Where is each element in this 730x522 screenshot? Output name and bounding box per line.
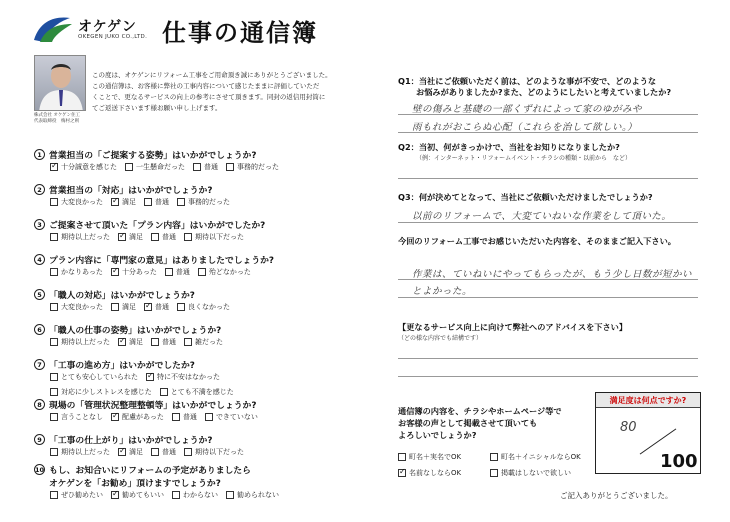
options-row: [50, 387, 386, 397]
question-number: 3: [34, 219, 45, 230]
option-item[interactable]: [111, 490, 164, 500]
options-row: [50, 490, 386, 500]
answer-line: [398, 297, 698, 298]
question-title: [34, 253, 386, 266]
question-text-line2: オケゲンを「お勧め」頂けますでしょうか?: [49, 479, 221, 489]
question-title: [34, 358, 386, 371]
intro-line: てご返送下さいます様お願い申し上げます。: [92, 104, 222, 112]
option-label: 普通: [175, 268, 190, 276]
checkbox-icon[interactable]: [50, 373, 58, 381]
option-item[interactable]: [118, 337, 143, 347]
checkbox-icon[interactable]: [490, 453, 498, 461]
answer-line: [398, 114, 698, 115]
option-item[interactable]: [172, 412, 197, 422]
advice-section: [398, 322, 708, 344]
option-item[interactable]: [184, 447, 244, 457]
score-value: 80: [620, 420, 637, 435]
option-item[interactable]: [50, 337, 110, 347]
q2-line1: Q2：当初、何がきっかけで、当社をお知りになりましたか?: [398, 142, 620, 152]
option-item[interactable]: [205, 412, 258, 422]
caption-company: 株式会社 オケゲン住工: [34, 113, 81, 118]
option-label: 勧めてもいい: [122, 491, 164, 499]
option-item[interactable]: [50, 302, 103, 312]
checkbox-icon[interactable]: [160, 388, 168, 396]
q1-answer-line2: 雨もれがおこらぬ心配（これらを治して欲しい。）: [412, 122, 638, 133]
question-text: もし、お知合いにリフォームの予定がありましたら: [49, 466, 251, 476]
checkbox-icon[interactable]: [184, 448, 192, 456]
option-item[interactable]: [50, 232, 110, 242]
checkbox-icon[interactable]: [226, 163, 234, 171]
question-text: プラン内容に「専門家の意見」はありましたでしょうか?: [49, 256, 275, 266]
q3-question: [398, 192, 708, 203]
q1-line2: お悩みがありましたか?また、どのようにしたいと考えていましたか?: [416, 87, 672, 97]
answer-line: [398, 279, 698, 280]
option-item[interactable]: [151, 447, 176, 457]
option-item[interactable]: [111, 267, 157, 277]
option-label: ぜひ勧めたい: [61, 491, 103, 499]
options-row: [50, 162, 386, 172]
option-label: 普通: [182, 413, 197, 421]
checked-checkbox-icon[interactable]: [111, 413, 119, 421]
option-item[interactable]: [226, 162, 279, 172]
brand-name: オケゲン: [78, 19, 137, 35]
question-7b: [34, 386, 386, 397]
question-5: [34, 288, 386, 312]
consent-option[interactable]: [398, 452, 461, 462]
okegen-logo-icon: [30, 14, 74, 44]
option-label: 満足: [129, 448, 143, 456]
option-label: 普通: [155, 303, 169, 311]
options-row: [50, 447, 386, 457]
question-10: [34, 463, 386, 500]
intro-line: この度は、オケゲンにリフォーム工事をご用命頂き誠にありがとうございました。: [92, 71, 332, 79]
checkbox-icon[interactable]: [165, 268, 173, 276]
checked-checkbox-icon[interactable]: [50, 163, 58, 171]
question-8: [34, 398, 386, 422]
options-row: [50, 337, 386, 347]
option-label: 期待以下だった: [195, 448, 244, 456]
question-7: [34, 358, 386, 382]
consent-option[interactable]: [398, 468, 461, 478]
question-title: [34, 218, 386, 231]
checkbox-icon[interactable]: [193, 163, 201, 171]
consent-option-label: 町名＋イニシャルならOK: [501, 453, 581, 461]
option-item[interactable]: [177, 197, 230, 207]
option-item[interactable]: [50, 387, 152, 397]
checkbox-icon[interactable]: [50, 233, 58, 241]
question-text: 「職人の対応」はいかがでしょうか?: [49, 291, 195, 301]
consent-line1: 通信簿の内容を、チラシやホームページ等で: [398, 406, 562, 416]
advice-title: 【更なるサービス向上に向けて弊社へのアドバイスを下さい】: [398, 322, 628, 332]
option-label: 期待以上だった: [61, 233, 110, 241]
option-item[interactable]: [118, 447, 143, 457]
option-label: 満足: [122, 303, 136, 311]
page-title: 仕事の通信簿: [162, 19, 318, 47]
option-item[interactable]: [125, 162, 185, 172]
options-row: [50, 267, 386, 277]
question-9: [34, 433, 386, 457]
option-label: 良くなかった: [188, 303, 230, 311]
checkbox-icon[interactable]: [50, 388, 58, 396]
caption-person: 代表取締役 梅村之則: [34, 119, 79, 124]
question-text: 営業担当の「対応」はいかがでしょうか?: [49, 186, 213, 196]
checkbox-icon[interactable]: [50, 413, 58, 421]
q2-question: [398, 142, 708, 164]
checkbox-icon[interactable]: [125, 163, 133, 171]
checkbox-icon[interactable]: [205, 413, 213, 421]
option-item[interactable]: [50, 412, 103, 422]
option-item[interactable]: [111, 302, 136, 312]
option-item[interactable]: [118, 232, 143, 242]
question-text: 営業担当の「ご提案する姿勢」はいかがでしょうか?: [49, 151, 257, 161]
consent-option-label: 名前なしならOK: [409, 469, 462, 477]
option-item[interactable]: [151, 232, 176, 242]
checkbox-icon[interactable]: [490, 469, 498, 477]
checkbox-icon[interactable]: [198, 268, 206, 276]
option-label: 普通: [155, 198, 169, 206]
checkbox-icon[interactable]: [144, 198, 152, 206]
option-label: とても不満を感じた: [170, 388, 234, 396]
option-label: 期待以上だった: [61, 338, 110, 346]
checkbox-icon[interactable]: [50, 448, 58, 456]
options-row: [50, 232, 386, 242]
checkbox-icon[interactable]: [172, 413, 180, 421]
checkbox-icon[interactable]: [50, 338, 58, 346]
question-number: 9: [34, 434, 45, 445]
option-label: 事務的だった: [188, 198, 230, 206]
checkbox-icon[interactable]: [50, 198, 58, 206]
intro-line: くことで、更なるサービスの向上の参考にさせて頂きます。同封の返信用封筒に: [92, 93, 326, 101]
option-label: 大変良かった: [61, 198, 103, 206]
checked-checkbox-icon[interactable]: [111, 491, 119, 499]
checked-checkbox-icon[interactable]: [118, 338, 126, 346]
q3-answer: 以前のリフォームで、大変ていねいな作業をして頂いた。: [412, 211, 672, 222]
question-title: [34, 433, 386, 446]
options-row: [50, 197, 386, 207]
checkbox-icon[interactable]: [50, 268, 58, 276]
q4-question: [398, 236, 708, 247]
option-item[interactable]: [144, 197, 169, 207]
checked-checkbox-icon[interactable]: [118, 233, 126, 241]
q2-line2: （例：インターネット・リフォームイベント・チラシの種類・以前から など）: [416, 155, 632, 162]
question-title: [34, 398, 386, 411]
checkbox-icon[interactable]: [111, 303, 119, 311]
q4-answer-line1: 作業は、ていねいにやってもらったが、もう少し日数が短かい: [412, 269, 693, 280]
consent-line2: お客様の声として掲載させて頂いても: [398, 418, 538, 428]
checkbox-icon[interactable]: [151, 233, 159, 241]
answer-line: [398, 222, 698, 223]
checkbox-icon[interactable]: [184, 338, 192, 346]
score-label: 満足度は何点ですか?: [596, 393, 700, 408]
option-item[interactable]: [50, 267, 103, 277]
consent-option[interactable]: [490, 468, 571, 478]
option-label: 大変良かった: [61, 303, 103, 311]
option-label: 特に不安はなかった: [157, 373, 220, 381]
checkbox-icon[interactable]: [184, 233, 192, 241]
option-item[interactable]: [172, 490, 218, 500]
question-title: [34, 148, 386, 161]
checkbox-icon[interactable]: [50, 303, 58, 311]
question-title: [34, 463, 386, 476]
checkbox-icon[interactable]: [172, 491, 180, 499]
option-label: わからない: [183, 491, 218, 499]
checked-checkbox-icon[interactable]: [118, 448, 126, 456]
option-label: 十分あった: [121, 268, 157, 276]
checkbox-icon[interactable]: [226, 491, 234, 499]
brand-subtitle: OKEGEN JUKO CO.,LTD.: [78, 34, 148, 40]
question-number: 10: [34, 465, 45, 474]
q1-question: [398, 76, 708, 98]
q4-line: 今回のリフォーム工事でお感じいただいた内容を、そのままご記入下さい。: [398, 236, 676, 246]
option-label: 事務的だった: [237, 163, 279, 171]
question-title: [34, 323, 386, 336]
checked-checkbox-icon[interactable]: [146, 373, 154, 381]
option-label: 満足: [122, 198, 136, 206]
checkbox-icon[interactable]: [177, 198, 185, 206]
option-label: 普通: [162, 338, 176, 346]
thanks-text: ご記入ありがとうございました。: [560, 491, 673, 500]
question-text: 現場の「管理状況整理整頓等」はいかがでしょうか?: [49, 401, 257, 411]
option-label: 対応に少しストレスを感じた: [61, 388, 152, 396]
intro-line: この通信簿は、お客様に弊社の工事内容について感じたままに評価していただ: [92, 82, 320, 90]
question-title: [34, 183, 386, 196]
checked-checkbox-icon[interactable]: [111, 198, 119, 206]
question-number: 5: [34, 289, 45, 300]
checked-checkbox-icon[interactable]: [398, 469, 406, 477]
q4-answer-line2: とよかった。: [412, 286, 473, 297]
advice-subtitle: （どの様な内容でも結構です）: [398, 335, 483, 342]
answer-line: [398, 178, 698, 179]
checkbox-icon[interactable]: [151, 338, 159, 346]
option-item[interactable]: [111, 412, 164, 422]
options-row: [50, 302, 386, 312]
score-max: 100: [660, 451, 698, 472]
question-number: 4: [34, 254, 45, 265]
option-item[interactable]: [226, 490, 279, 500]
option-label: 普通: [204, 163, 218, 171]
question-text: 「職人の仕事の姿勢」はいかがでしょうか?: [49, 326, 222, 336]
option-label: 殆どなかった: [208, 268, 251, 276]
checkbox-icon[interactable]: [50, 491, 58, 499]
option-item[interactable]: [50, 447, 110, 457]
question-number: 1: [34, 149, 45, 160]
checkbox-icon[interactable]: [398, 453, 406, 461]
question-text: ご提案させて頂いた「プラン内容」はいかがでしたか?: [49, 221, 266, 231]
option-item[interactable]: [184, 337, 223, 347]
option-item[interactable]: [50, 490, 103, 500]
q3-line1: Q3：何が決めてとなって、当社にご依頼いただけましたでしょうか?: [398, 192, 653, 202]
option-item[interactable]: [50, 197, 103, 207]
option-label: 一生懸命だった: [136, 163, 185, 171]
consent-option-label: 町名＋実名でOK: [409, 453, 462, 461]
option-label: 普通: [162, 448, 176, 456]
option-item[interactable]: [151, 337, 176, 347]
answer-line: [398, 376, 698, 377]
checked-checkbox-icon[interactable]: [144, 303, 152, 311]
answer-line: [398, 358, 698, 359]
options-row: [50, 372, 386, 382]
option-item[interactable]: [146, 372, 220, 382]
question-number: 2: [34, 184, 45, 195]
question-1: [34, 148, 386, 172]
question-3: [34, 218, 386, 242]
q1-line1: Q1：当社にご依頼いただく前は、どのような事が不安で、どのような: [398, 76, 657, 86]
option-label: できていない: [215, 413, 258, 421]
question-text: 「工事の進め方」はいかがでしたか?: [49, 361, 195, 371]
option-item[interactable]: [165, 267, 190, 277]
question-number: 7: [34, 359, 45, 370]
option-item[interactable]: [50, 162, 117, 172]
option-label: 雑だった: [195, 338, 223, 346]
option-item[interactable]: [193, 162, 218, 172]
question-title: [34, 288, 386, 301]
intro-text: [92, 70, 387, 114]
option-label: 言うことなし: [61, 413, 103, 421]
option-label: 期待以上だった: [61, 448, 110, 456]
option-label: 期待以下だった: [195, 233, 244, 241]
question-4: [34, 253, 386, 277]
score-box: [595, 392, 701, 474]
consent-option-label: 掲載はしないで欲しい: [501, 469, 571, 477]
option-item[interactable]: [198, 267, 251, 277]
option-label: 十分誠意を感じた: [61, 163, 117, 171]
answer-line: [398, 132, 698, 133]
q1-answer-line1: 壁の傷みと基礎の一部くずれによって家のゆがみや: [412, 104, 643, 115]
question-number: 8: [34, 399, 45, 410]
checkbox-icon[interactable]: [151, 448, 159, 456]
option-item[interactable]: [50, 372, 138, 382]
option-label: かなりあった: [61, 268, 103, 276]
consent-question: [398, 405, 588, 441]
option-item[interactable]: [144, 302, 169, 312]
checkbox-icon[interactable]: [177, 303, 185, 311]
option-item[interactable]: [111, 197, 136, 207]
option-item[interactable]: [177, 302, 230, 312]
question-text: 「工事の仕上がり」はいかがでしょうか?: [49, 436, 213, 446]
options-row: [50, 412, 386, 422]
option-label: 普通: [162, 233, 176, 241]
option-label: 配慮があった: [122, 413, 164, 421]
consent-line3: よろしいでしょうか?: [398, 430, 477, 440]
option-label: とても安心していられた: [61, 373, 138, 381]
question-6: [34, 323, 386, 347]
option-item[interactable]: [160, 387, 234, 397]
photo-caption: [34, 113, 80, 125]
question-2: [34, 183, 386, 207]
option-label: 勧められない: [237, 491, 279, 499]
question-number: 6: [34, 324, 45, 335]
president-photo: [34, 55, 86, 111]
option-label: 満足: [129, 338, 143, 346]
consent-option[interactable]: [490, 452, 581, 462]
checked-checkbox-icon[interactable]: [111, 268, 119, 276]
option-item[interactable]: [184, 232, 244, 242]
option-label: 満足: [129, 233, 143, 241]
